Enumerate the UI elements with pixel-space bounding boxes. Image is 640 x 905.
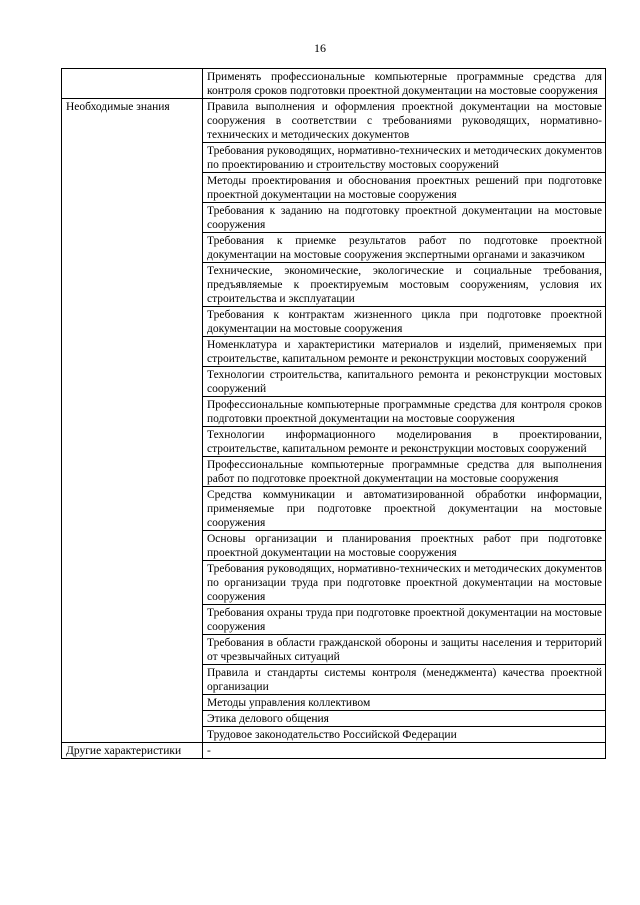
table-row-other <box>62 743 606 759</box>
knowledge-item: Правила и стандарты системы контроля (менеджмента) качества проектной организации <box>203 665 606 695</box>
knowledge-item: Требования охраны труда при подготовке проектной документации на мостовые сооружения <box>203 605 606 635</box>
table-row-knowledge <box>62 99 606 143</box>
knowledge-item: Требования руководящих, нормативно-технических и методических документов по организации труда при подготовке проектной документации на мостовые сооружения <box>203 561 606 605</box>
knowledge-item: Требования руководящих, нормативно-технических и методических документов по проектированию и строительству мостовых сооружений <box>203 143 606 173</box>
section-label-other: Другие характеристики <box>62 743 203 759</box>
table-row-skill <box>62 69 606 99</box>
knowledge-item: Технологии строительства, капитального ремонта и реконструкции мостовых сооружений <box>203 367 606 397</box>
knowledge-item: Трудовое законодательство Российской Федерации <box>203 727 606 743</box>
requirements-table <box>61 68 606 759</box>
knowledge-item: Требования к заданию на подготовку проектной документации на мостовые сооружения <box>203 203 606 233</box>
knowledge-item: Методы проектирования и обоснования проектных решений при подготовке проектной документации на мостовые сооружения <box>203 173 606 203</box>
knowledge-item: Технические, экономические, экологические и социальные требования, предъявляемые к проектируемым мостовым сооружениям, условия их строительства и эксплуатации <box>203 263 606 307</box>
knowledge-item: Этика делового общения <box>203 711 606 727</box>
knowledge-item: Требования к контрактам жизненного цикла при подготовке проектной документации на мостовые сооружения <box>203 307 606 337</box>
knowledge-item: Требования к приемке результатов работ по подготовке проектной документации на мостовые сооружения экспертными органами и заказчиком <box>203 233 606 263</box>
knowledge-item: Профессиональные компьютерные программные средства для контроля сроков подготовки проектной документации на мостовые сооружения <box>203 397 606 427</box>
knowledge-item: Основы организации и планирования проектных работ при подготовке проектной документации на мостовые сооружения <box>203 531 606 561</box>
knowledge-item: Средства коммуникации и автоматизированной обработки информации, применяемые при подготовке проектной документации на мостовые сооружения <box>203 487 606 531</box>
section-label-knowledge: Необходимые знания <box>62 99 203 743</box>
skill-item: Применять профессиональные компьютерные программные средства для контроля сроков подготовки проектной документации на мостовые сооружения <box>203 69 606 99</box>
knowledge-item: Технологии информационного моделирования в проектировании, строительстве, капитальном ремонте и реконструкции мостовых сооружений <box>203 427 606 457</box>
knowledge-item: Профессиональные компьютерные программные средства для выполнения работ по подготовке проектной документации на мостовые сооружения <box>203 457 606 487</box>
page-number: 16 <box>314 41 326 55</box>
row-label-empty <box>62 69 203 99</box>
knowledge-item: Методы управления коллективом <box>203 695 606 711</box>
knowledge-item: Номенклатура и характеристики материалов и изделий, применяемых при строительстве, капитальном ремонте и реконструкции мостовых сооружений <box>203 337 606 367</box>
requirements-table-body <box>62 69 606 759</box>
knowledge-item: Требования в области гражданской обороны и защиты населения и территорий от чрезвычайных ситуаций <box>203 635 606 665</box>
other-value: - <box>203 743 606 759</box>
knowledge-item: Правила выполнения и оформления проектной документации на мостовые сооружения в соответствии с требованиями руководящих, нормативно-технических и методических документов <box>203 99 606 143</box>
